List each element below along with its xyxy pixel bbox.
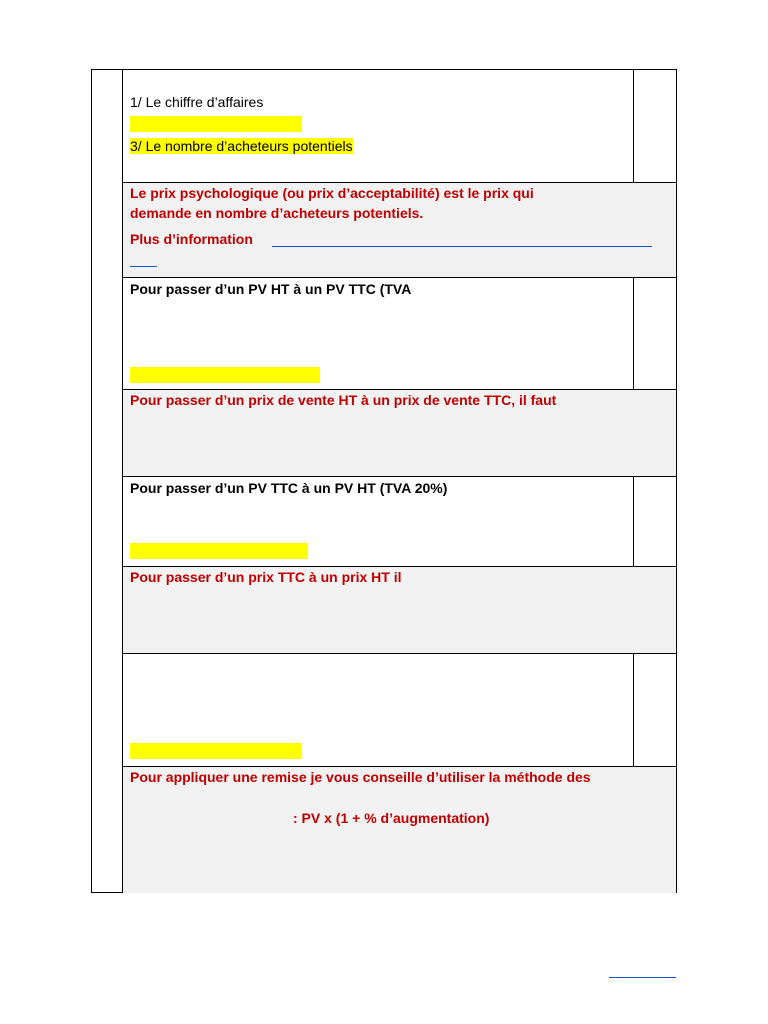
- answer-2-text: Pour passer d’un prix de vente HT à un prix de vente TTC, il faut: [130, 392, 557, 408]
- answer-4-line-1: Pour appliquer une remise je vous conseille d’utiliser la méthode des: [130, 769, 591, 785]
- answer-1-line-1: Le prix psychologique (ou prix d’acceptabilité) est le prix qui: [130, 185, 534, 201]
- answer-cell-4: [123, 766, 676, 893]
- question-cell-1: [123, 70, 634, 182]
- number-column: [92, 70, 123, 892]
- section-2: [123, 277, 676, 476]
- highlight-blank-3: [130, 543, 308, 559]
- option-1-text: 1/ Le chiffre d’affaires: [130, 94, 264, 110]
- answer-cell-1: [123, 182, 676, 277]
- question-2-text: Pour passer d’un PV HT à un PV TTC (TVA: [130, 281, 412, 297]
- answer-cell-3: [123, 566, 676, 654]
- answer-3-text: Pour passer d’un prix TTC à un prix HT il: [130, 569, 402, 585]
- more-info-label: Plus d’information: [130, 231, 253, 247]
- answer-4-formula: : PV x (1 + % d’augmentation): [293, 810, 490, 826]
- question-cell-3: [123, 477, 634, 566]
- question-cell-2: [123, 278, 634, 389]
- highlight-blank-2: [130, 367, 320, 383]
- answer-cell-2: [123, 389, 676, 477]
- question-cell-4: [123, 654, 634, 766]
- section-3: [123, 476, 676, 653]
- section-4: [123, 653, 676, 892]
- question-3-text: Pour passer d’un PV TTC à un PV HT (TVA 20%): [130, 480, 448, 496]
- quiz-table: [91, 69, 677, 893]
- footer-link[interactable]: [609, 977, 676, 978]
- highlight-blank-4: [130, 743, 302, 759]
- answer-1-line-2: demande en nombre d’acheteurs potentiels.: [130, 205, 424, 221]
- section-1: [123, 70, 676, 277]
- more-info-link-continued[interactable]: [130, 266, 157, 267]
- highlight-blank-1: [130, 116, 302, 132]
- option-3-text: 3/ Le nombre d’acheteurs potentiels: [130, 138, 353, 154]
- more-info-link[interactable]: [272, 246, 652, 247]
